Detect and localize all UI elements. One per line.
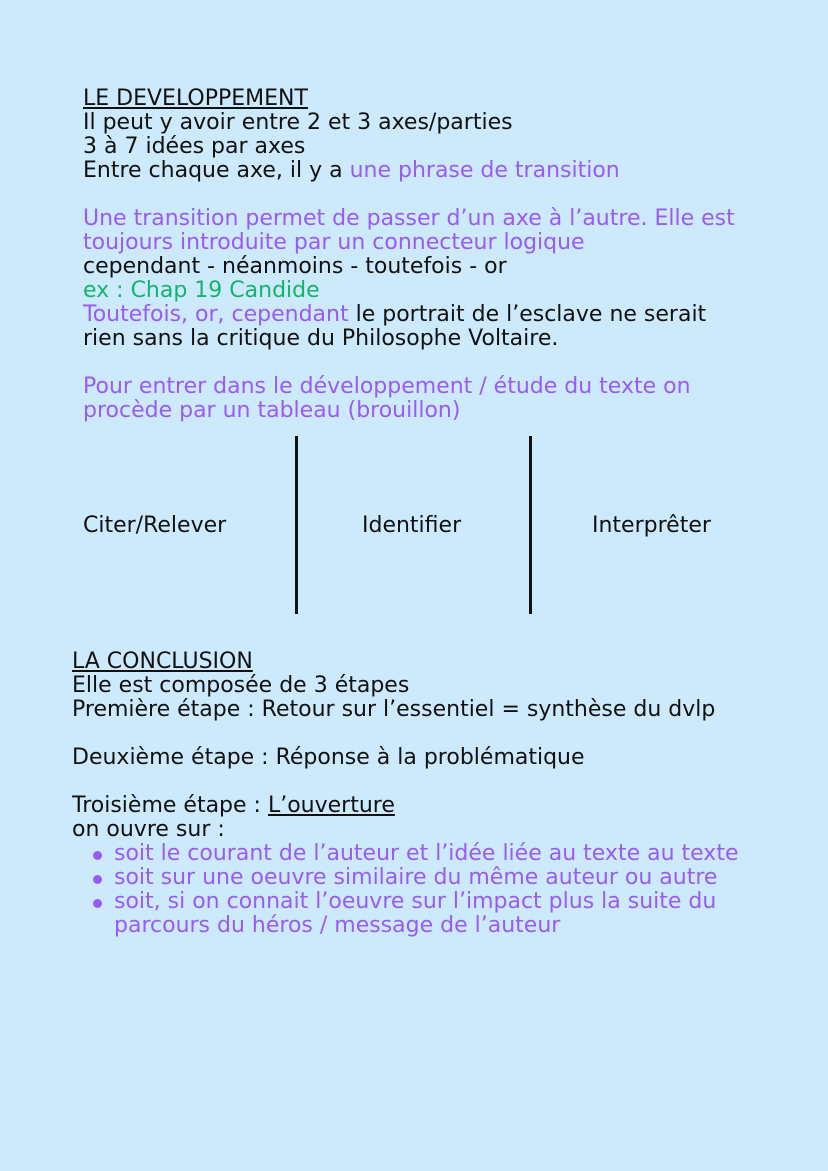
step-three [72, 794, 738, 818]
step-one: Première étape : Retour sur l’essentiel = synthèse du dvlp [72, 697, 716, 722]
column-identify: Identifier [362, 513, 462, 538]
opens-on-line: on ouvre sur : [72, 817, 225, 842]
step-three-prefix: Troisième étape : [72, 793, 268, 818]
conclusion-heading: LA CONCLUSION [72, 649, 253, 674]
ideas-count-line: 3 à 7 idées par axes [83, 134, 306, 159]
connectors-list: cependant - néanmoins - toutefois - or [83, 254, 507, 279]
conclusion-intro: Elle est composée de 3 étapes [72, 673, 410, 698]
draft-table [83, 436, 743, 614]
development-section [83, 87, 735, 423]
transition-definition-line1: Une transition permet de passer d’un axe à l’autre. Elle est [83, 206, 735, 231]
opening-options-list [72, 842, 738, 938]
example-sentence-rest: le portrait de l’esclave ne serait [348, 302, 707, 327]
column-interpret: Interprêter [592, 513, 711, 538]
method-line1: Pour entrer dans le développement / étude du texte on [83, 374, 691, 399]
conclusion-section [72, 650, 738, 938]
example-sentence-line1 [83, 303, 735, 327]
step-two: Deuxième étape : Réponse à la problématique [72, 745, 585, 770]
step-three-label: L’ouverture [267, 793, 395, 818]
list-item [72, 890, 738, 938]
transition-phrase-highlight: une phrase de transition [349, 158, 620, 183]
list-item: soit sur une oeuvre similaire du même auteur ou autre [72, 866, 738, 890]
column-divider [295, 436, 298, 614]
list-item-line1: soit, si on connait l’oeuvre sur l’impact plus la suite du [114, 889, 717, 914]
list-item: soit le courant de l’auteur et l’idée liée au texte au texte [72, 842, 738, 866]
transition-intro-text: Entre chaque axe, il y a [83, 158, 350, 183]
example-sentence-line2: rien sans la critique du Philosophe Voltaire. [83, 326, 559, 351]
transition-definition-line2: toujours introduite par un connecteur logique [83, 230, 585, 255]
axes-count-line: Il peut y avoir entre 2 et 3 axes/parties [83, 110, 513, 135]
example-connectors: Toutefois, or, cependant [83, 302, 349, 327]
example-label: ex : Chap 19 Candide [83, 278, 320, 303]
list-item-line2: parcours du héros / message de l’auteur [114, 913, 561, 938]
development-heading: LE DEVELOPPEMENT [83, 86, 308, 111]
column-cite: Citer/Relever [83, 513, 227, 538]
transition-intro-line [83, 159, 735, 183]
method-line2: procède par un tableau (brouillon) [83, 398, 461, 423]
column-divider [529, 436, 532, 614]
